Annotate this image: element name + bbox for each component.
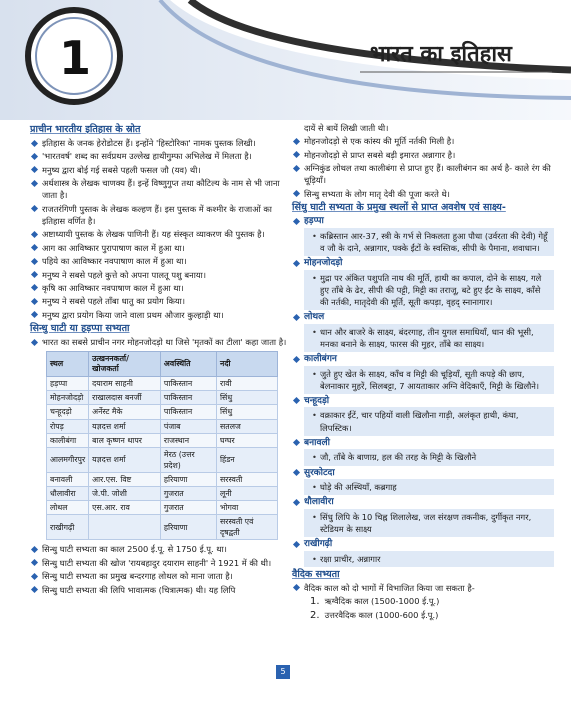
list-item-continuation: दायें से बायें लिखी जाती थी। — [304, 123, 389, 133]
list-item: मनुष्य ने सबसे पहले ताँबा धातु का प्रयोग किया। — [30, 295, 288, 307]
section-title-indus: सिन्धु घाटी या हड़प्पा सभ्यता — [30, 323, 130, 335]
list-item: मोहनजोदड़ो से प्राप्त सबसे बड़ी इमारत अन्नागार है। — [292, 149, 554, 161]
table-cell: अर्नेस्ट मैके — [89, 405, 161, 419]
list-item: मनुष्य ने सबसे पहले कुत्ते को अपना पालतू पशु बनाया। — [30, 269, 288, 281]
numbered-item — [310, 595, 554, 608]
table-row — [47, 377, 278, 391]
list-item: सिन्धु घाटी सभ्यता का काल 2500 ई.पू. से 1750 ई.पू. था। — [30, 543, 288, 555]
table-row — [47, 433, 278, 447]
site-remains-item: • कब्रिस्तान आर-37, स्त्री के गर्भ से निकलता हुआ पौधा (उर्वरता की देवी) गेहूँ व जौ के दाने, अन्नागार, पक्के ईंटों के स्वस्तिक, सीपी के पैमाना, शवाधान। — [314, 230, 550, 254]
item-number: 2. — [310, 609, 320, 621]
table-cell: पाकिस्तान — [160, 405, 216, 419]
table-header-cell: उत्खननकर्ता/ खोजकर्ता — [89, 352, 161, 377]
indus-facts-list — [30, 543, 288, 595]
table-cell: मेरठ (उत्तर प्रदेश) — [160, 447, 216, 472]
list-item: 'भारतवर्ष' शब्द का सर्वप्रथम उल्लेख हाथीगुम्फा अभिलेख में मिलता है। — [30, 150, 288, 162]
table-header-row — [47, 352, 278, 377]
item-text: ऋग्वैदिक काल (1500-1000 ई.पू.) — [324, 596, 440, 607]
chapter-header — [0, 0, 571, 120]
list-item: सिन्धु घाटी सभ्यता की खोज 'रायबहादुर दयाराम साहनी' ने 1921 में की थी। — [30, 557, 288, 569]
table-cell: राजस्थान — [160, 433, 216, 447]
table-cell: आलमगीरपुर — [47, 447, 89, 472]
list-item: मोहनजोदड़ो से एक कांस्य की मूर्ति नर्तकी मिली है। — [292, 135, 554, 147]
site-remains-box — [304, 407, 554, 435]
table-cell: पाकिस्तान — [160, 391, 216, 405]
table-cell: आर.एस. विष्ट — [89, 472, 161, 486]
table-row — [47, 515, 278, 540]
table-cell: हरियाणा — [160, 515, 216, 540]
section-title-vedic: वैदिक सभ्यता — [292, 568, 340, 580]
site-heading: चन्हूदड़ो — [292, 395, 554, 408]
table-row — [47, 472, 278, 486]
site-heading: मोहनजोदड़ो — [292, 257, 554, 270]
list-item: मनुष्य द्वारा प्रयोग किया जाने वाला प्रथम औजार कुल्हाड़ी था। — [30, 309, 288, 321]
table-cell: यज्ञदत्त शर्मा — [89, 419, 161, 433]
table-cell: घग्घर — [217, 433, 278, 447]
item-number: 1. — [310, 596, 320, 608]
table-cell: गुजरात — [160, 501, 216, 515]
site-remains-item: • मुद्रा पर अंकित पशुपति नाथ की मूर्ति, हाथी का कपाल, दोने के साक्ष्य, गले हुए ताँबे के ढेर, सीपी की पट्टी, मिट्टी का तराजू, बटे हुए ईंट के साक्ष्य, काँसे की नर्तकी, मातृदेवी की मूर्ति, सूती कपड़ा, वृहद् स्नानागार। — [314, 272, 550, 309]
numbered-item — [310, 609, 554, 622]
site-remains-box — [304, 366, 554, 394]
table-cell: कालीबंगा — [47, 433, 89, 447]
list-item: इतिहास के जनक हेरोडोटस हैं। इन्होंने 'हिस्टोरिका' नामक पुस्तक लिखी। — [30, 137, 288, 149]
list-item: वैदिक काल को दो भागों में विभाजित किया जा सकता है- — [292, 582, 554, 594]
table-row — [47, 419, 278, 433]
section-title-remains: सिंधु घाटी सभ्यता के प्रमुख स्थलों से प्राप्त अवशेष एवं साक्ष्य- — [292, 202, 506, 214]
site-remains-box — [304, 551, 554, 567]
sources-list — [30, 137, 288, 321]
list-item: पहिये का आविष्कार नवपाषाण काल में हुआ था। — [30, 255, 288, 267]
table-cell: लूनी — [217, 487, 278, 501]
table-cell: पाकिस्तान — [160, 377, 216, 391]
list-item: अग्निकुंड लोथल तथा कालीबंगा से प्राप्त हुए हैं। कालीबंगन का अर्थ है- काले रंग की चूड़ियाँ। — [292, 162, 554, 186]
table-cell: पंजाब — [160, 419, 216, 433]
table-cell: गुजरात — [160, 487, 216, 501]
table-cell: बाल कृष्णन थापर — [89, 433, 161, 447]
site-heading: कालीबंगन — [292, 353, 554, 366]
chapter-title: भारत का इतिहास — [370, 42, 512, 67]
table-cell: सिंधु — [217, 405, 278, 419]
table-cell: रावी — [217, 377, 278, 391]
table-row — [47, 405, 278, 419]
site-remains-box — [304, 228, 554, 256]
table-cell: बनावली — [47, 472, 89, 486]
right-column — [292, 122, 554, 622]
left-column — [30, 122, 288, 597]
table-cell — [89, 515, 161, 540]
table-row — [47, 447, 278, 472]
chapter-number: 1 — [58, 31, 91, 85]
list-item: सिन्धु घाटी सभ्यता का प्रमुख बन्दरगाह लोथल को माना जाता है। — [30, 570, 288, 582]
site-remains-item: • जुते हुए खेत के साक्ष्य, काँच व मिट्टी की चूड़ियाँ, सूती कपड़े की छाप, बेलनाकार मुहरें, सिलबट्टा, 7 आयताकार अग्नि वेदिकाएँ, मिट्टी के खिलौने। — [314, 368, 550, 392]
table-cell: हड़प्पा — [47, 377, 89, 391]
list-item: सिन्धु सभ्यता के लोग मातृ देवी की पूजा करते थे। — [292, 188, 554, 200]
table-cell: राखालदास बनर्जी — [89, 391, 161, 405]
table-cell: राखीगढ़ी — [47, 515, 89, 540]
table-row — [47, 501, 278, 515]
site-remains-box — [304, 324, 554, 352]
table-cell: सरस्वती एवं दृषद्वती — [217, 515, 278, 540]
table-cell: जे.पी. जोशी — [89, 487, 161, 501]
list-item: मनुष्य द्वारा बोई गई सबसे पहली फसल जौ (यव) थी। — [30, 164, 288, 176]
site-remains-item: • जौ, ताँबे के बाणाग्र, हल की तरह के मिट्टी के खिलौने — [314, 451, 550, 463]
table-cell: सिंधु — [217, 391, 278, 405]
list-item: अर्थशास्त्र के लेखक चाणक्य हैं। इन्हें विष्णुगुप्त तथा कौटिल्य के नाम से भी जाना जाता है। — [30, 177, 288, 201]
table-cell: सरस्वती — [217, 472, 278, 486]
list-item: आग का आविष्कार पुरापाषाण काल में हुआ था। — [30, 242, 288, 254]
site-remains-box — [304, 509, 554, 537]
table-cell: धौलावीरा — [47, 487, 89, 501]
site-remains-box — [304, 479, 554, 495]
list-item: अष्टाध्यायी पुस्तक के लेखक पाणिनी हैं। यह संस्कृत व्याकरण की पुस्तक है। — [30, 228, 288, 240]
site-remains-item: • घोड़े की अस्थियाँ, कब्रगाह — [314, 481, 550, 493]
site-heading: लोथल — [292, 311, 554, 324]
table-row — [47, 391, 278, 405]
table-cell: हरियाणा — [160, 472, 216, 486]
table-cell: हिंडन — [217, 447, 278, 472]
table-header-cell: अवस्थिति — [160, 352, 216, 377]
list-item: राजतरंगिणी पुस्तक के लेखक कल्हण हैं। इस पुस्तक में कश्मीर के राजाओं का इतिहास वर्णित है। — [30, 203, 288, 227]
vedic-period-list — [310, 595, 554, 621]
site-heading: हड़प्पा — [292, 215, 554, 228]
section-title-sources: प्राचीन भारतीय इतिहास के स्रोत — [30, 124, 141, 135]
site-remains-item: • वक्राकार ईंटें, चार पहियों वाली खिलौना गाड़ी, अलंकृत हाथी, कंघा, लिपस्टिक। — [314, 409, 550, 433]
sites-remains-list — [292, 215, 554, 567]
table-cell: यज्ञदत्त शर्मा — [89, 447, 161, 472]
site-heading: धौलावीरा — [292, 496, 554, 509]
table-row — [47, 487, 278, 501]
site-remains-item: • रक्षा प्राचीर, अन्नागार — [314, 553, 550, 565]
table-header-cell: स्थल — [47, 352, 89, 377]
table-cell: सतलज — [217, 419, 278, 433]
site-remains-item: • सिंधु लिपि के 10 चिह्न शिलालेख, जल संरक्षण तकनीक, दुर्गीकृत नगर, स्टेडियम के साक्ष्य — [314, 511, 550, 535]
page-number: 5 — [276, 665, 290, 679]
table-cell: रोपड़ — [47, 419, 89, 433]
table-cell: एस.आर. राव — [89, 501, 161, 515]
list-item: कृषि का आविष्कार नवपाषाण काल में हुआ था। — [30, 282, 288, 294]
table-cell: चन्हूदड़ो — [47, 405, 89, 419]
site-remains-box — [304, 449, 554, 465]
table-cell: मोहनजोदड़ो — [47, 391, 89, 405]
table-cell: दयाराम साहनी — [89, 377, 161, 391]
table-cell: भोगवा — [217, 501, 278, 515]
sites-table — [46, 351, 278, 540]
list-item: सिन्धु घाटी सभ्यता की लिपि भावात्मक (चित्रात्मक) थी। यह लिपि — [30, 584, 288, 596]
list-item: भारत का सबसे प्राचीन नगर मोहनजोदड़ो था जिसे 'मृतकों का टीला' कहा जाता है। — [30, 336, 288, 348]
table-cell: लोथल — [47, 501, 89, 515]
item-text: उत्तरवैदिक काल (1000-600 ई.पू.) — [324, 609, 439, 620]
table-body — [47, 377, 278, 540]
site-remains-item: • धान और बाजरे के साक्ष्य, बंदरगाह, तीन युगल समाधियाँ, धान की भूसी, मनका बनाने के साक्ष्य, फारस की मुहर, ताँबे का साक्ष्य। — [314, 326, 550, 350]
site-heading: राखीगढ़ी — [292, 538, 554, 551]
site-heading: बनावली — [292, 437, 554, 450]
site-heading: सुरकोटदा — [292, 467, 554, 480]
site-remains-box — [304, 270, 554, 311]
table-header-cell: नदी — [217, 352, 278, 377]
